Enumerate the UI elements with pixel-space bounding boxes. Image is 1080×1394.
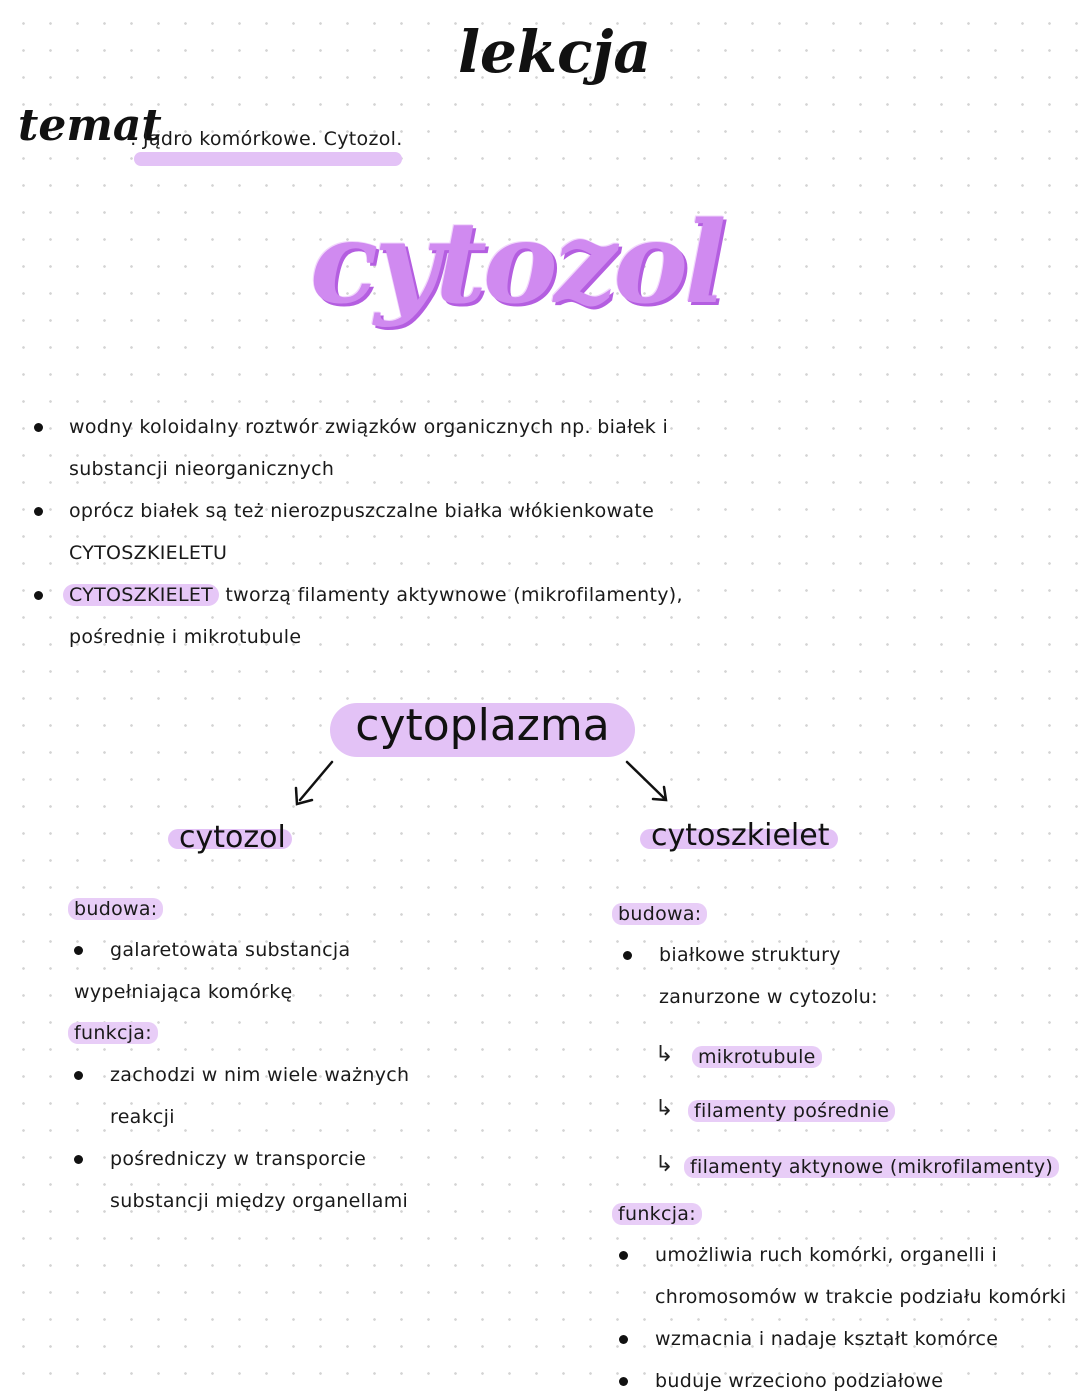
bullet-dot [623,951,632,960]
hook-arrow-icon: ↳ [655,1152,674,1177]
bullet-dot [619,1377,628,1386]
bullet-1-line-1: wodny koloidalny roztwór związków organicznych np. białek i [69,416,669,438]
left-branch-title: cytozol [179,820,286,855]
right-funkcja-1-line-2: chromosomów w trakcie podziału komórki [655,1286,1067,1308]
bullet-3-rest: tworzą filamenty aktywnowe (mikrofilamenty), [219,584,683,606]
arrow-left [300,762,332,800]
left-funkcja-2-line-1: pośredniczy w transporcie [110,1148,367,1170]
bullet-dot [34,423,43,432]
left-budowa-line-2: wypełniająca komórkę [74,981,293,1003]
right-sub-item-1 [692,1046,822,1068]
bullet-1-line-2: substancji nieorganicznych [69,458,335,480]
topic-text: : Jądro komórkowe. Cytozol. [130,128,403,150]
bullet-dot [74,946,83,955]
topic-label: temat [18,100,162,151]
sub-item-text: filamenty pośrednie [688,1100,895,1122]
right-sub-item-2 [688,1100,895,1122]
left-funkcja-label [68,1022,158,1044]
bullet-3-line-2: pośrednie i mikrotubule [69,626,302,648]
hook-arrow-icon: ↳ [655,1096,674,1121]
bullet-2-line-1: oprócz białek są też nierozpuszczalne białka włókienkowate [69,500,655,522]
section-title: cytozol [310,198,723,329]
left-budowa-label [68,898,163,920]
right-funkcja-1-line-1: umożliwia ruch komórki, organelli i [655,1244,998,1266]
right-sub-item-3 [684,1156,1059,1178]
bullet-dot [34,507,43,516]
arrow-right [627,762,664,798]
right-budowa-label [612,903,707,925]
left-funkcja-1-line-2: reakcji [110,1106,175,1128]
left-budowa-label-text: budowa: [68,898,163,920]
right-funkcja-2: wzmacnia i nadaje kształt komórce [655,1328,999,1350]
right-budowa-line-1: białkowe struktury [659,944,841,966]
bullet-dot [74,1071,83,1080]
right-branch-title: cytoszkielet [651,818,830,853]
root-node-label: cytoplazma [355,700,610,751]
lesson-heading: lekcja [458,18,652,86]
left-funkcja-label-text: funkcja: [68,1022,158,1044]
topic-underline [134,152,402,166]
right-funkcja-label-text: funkcja: [612,1203,702,1225]
right-budowa-label-text: budowa: [612,903,707,925]
right-funkcja-label [612,1203,702,1225]
bullet-dot [619,1335,628,1344]
sub-item-text: filamenty aktynowe (mikrofilamenty) [684,1156,1059,1178]
left-budowa-line-1: galaretowata substancja [110,939,351,961]
bullet-dot [34,591,43,600]
bullet-dot [74,1155,83,1164]
cytoszkielet-highlight: CYTOSZKIELET [63,584,219,606]
diagram-arrows [0,750,1080,870]
right-budowa-line-2: zanurzone w cytozolu: [659,986,878,1008]
sub-item-text: mikrotubule [692,1046,822,1068]
left-funkcja-1-line-1: zachodzi w nim wiele ważnych [110,1064,410,1086]
right-funkcja-3: buduje wrzeciono podziałowe [655,1370,944,1392]
bullet-2-line-2: CYTOSZKIELETU [69,542,228,564]
bullet-dot [619,1251,628,1260]
hook-arrow-icon: ↳ [655,1042,674,1067]
bullet-3-line-1 [63,584,683,606]
left-funkcja-2-line-2: substancji między organellami [110,1190,409,1212]
